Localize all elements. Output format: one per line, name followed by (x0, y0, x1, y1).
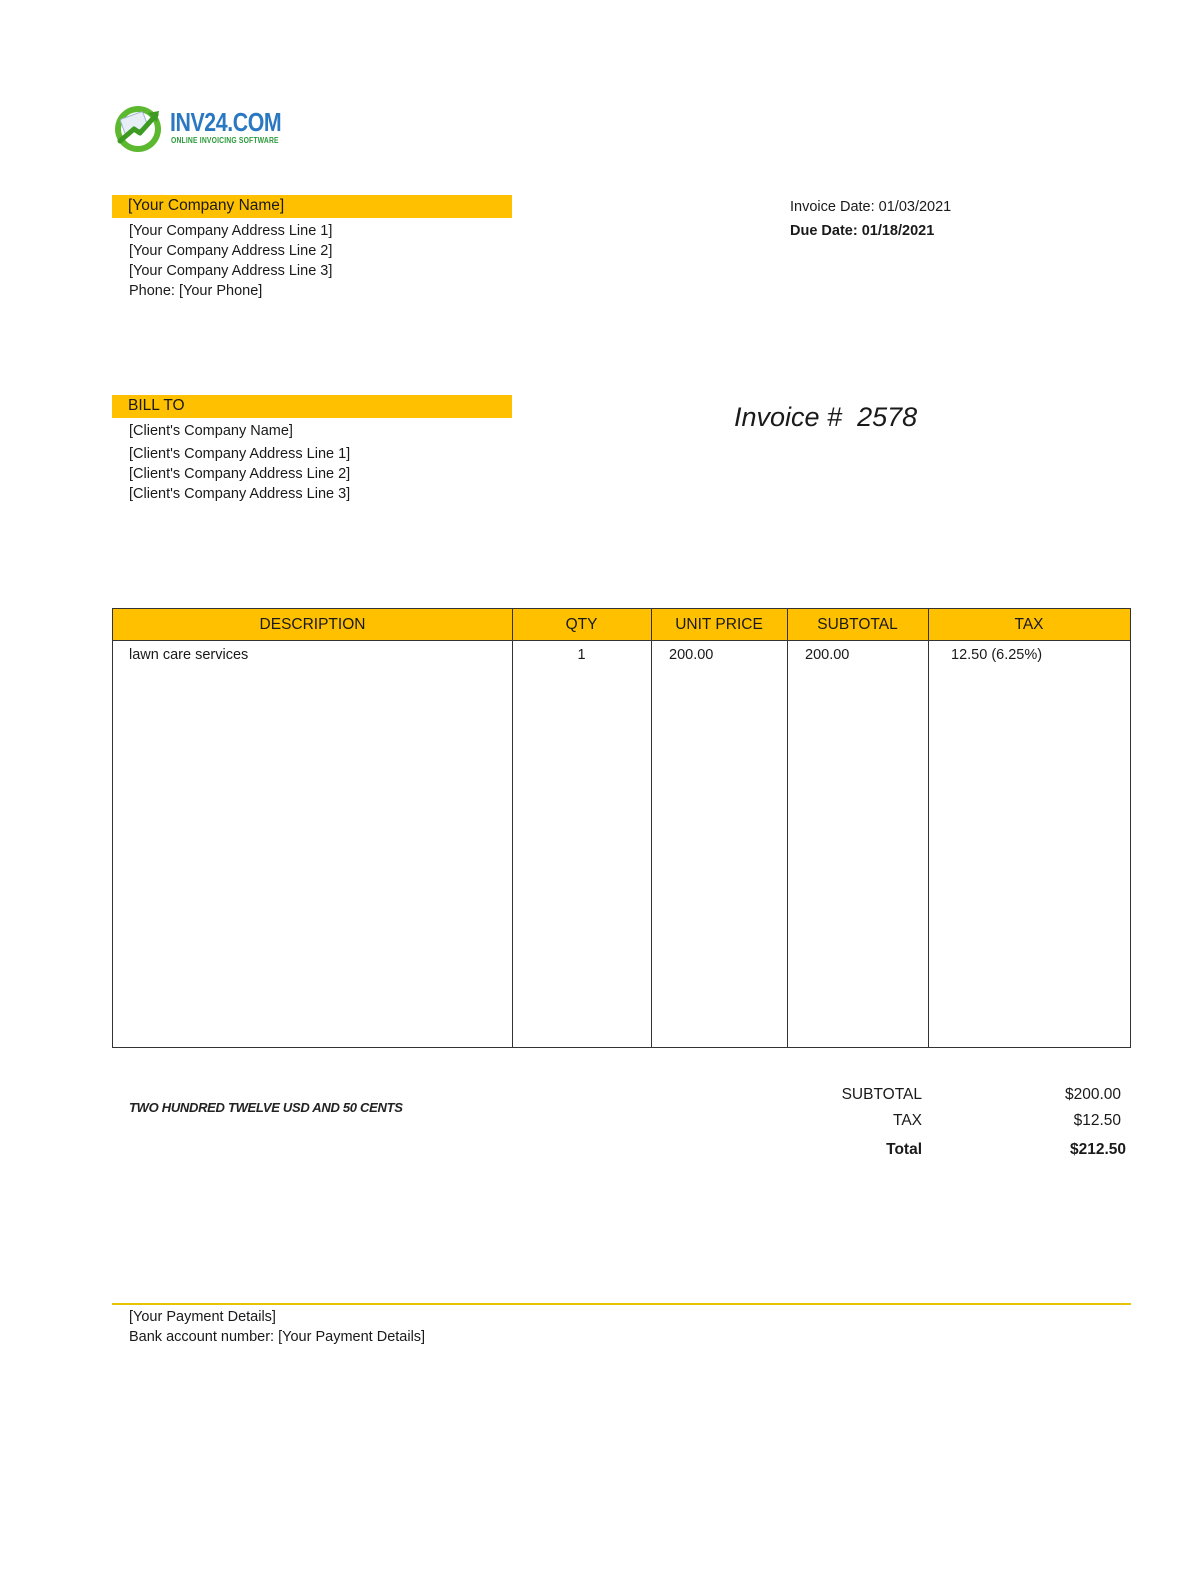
logo-wordmark: INV24.COM (170, 107, 282, 137)
tax-label: TAX (893, 1112, 922, 1129)
column-divider (512, 609, 513, 1047)
row-unit-price: 200.00 (669, 647, 714, 663)
total-label: Total (886, 1141, 922, 1158)
bill-to-band (112, 395, 512, 418)
column-divider (651, 609, 652, 1047)
logo-tagline: ONLINE INVOICING SOFTWARE (171, 136, 279, 145)
bill-to-heading: BILL TO (128, 397, 185, 414)
payment-details: [Your Payment Details] (129, 1309, 276, 1325)
header-unit-price: UNIT PRICE (675, 616, 763, 633)
company-name-band (112, 195, 512, 218)
header-description: DESCRIPTION (259, 616, 366, 633)
invoice-number: Invoice # 2578 (734, 402, 918, 432)
row-qty: 1 (577, 647, 586, 663)
company-address-line-1: [Your Company Address Line 1] (129, 223, 333, 239)
amount-in-words: TWO HUNDRED TWELVE USD AND 50 CENTS (129, 1100, 403, 1115)
header-subtotal: SUBTOTAL (817, 616, 898, 633)
company-logo (112, 103, 302, 153)
company-address-line-2: [Your Company Address Line 2] (129, 243, 333, 259)
subtotal-value: $200.00 (1064, 1086, 1121, 1103)
client-address-line-3: [Client's Company Address Line 3] (129, 486, 351, 502)
total-value: $212.50 (1069, 1141, 1126, 1158)
subtotal-label: SUBTOTAL (841, 1086, 922, 1103)
row-description: lawn care services (129, 647, 249, 663)
client-address-line-2: [Client's Company Address Line 2] (129, 466, 351, 482)
column-divider (928, 609, 929, 1047)
header-tax: TAX (1014, 616, 1044, 633)
logo-growth-icon (112, 103, 164, 153)
bank-account: Bank account number: [Your Payment Details] (129, 1329, 426, 1345)
line-items-table (112, 608, 1131, 1048)
due-date: Due Date: 01/18/2021 (790, 223, 935, 239)
tax-value: $12.50 (1073, 1112, 1121, 1129)
client-company-name: [Client's Company Name] (129, 423, 293, 439)
company-address-line-3: [Your Company Address Line 3] (129, 263, 333, 279)
header-qty: QTY (565, 616, 598, 633)
footer-divider (112, 1303, 1131, 1305)
row-subtotal: 200.00 (805, 647, 850, 663)
column-divider (787, 609, 788, 1047)
invoice-date: Invoice Date: 01/03/2021 (790, 199, 952, 215)
client-address-line-1: [Client's Company Address Line 1] (129, 446, 351, 462)
company-phone: Phone: [Your Phone] (129, 283, 263, 299)
row-tax: 12.50 (6.25%) (951, 647, 1043, 663)
company-name: [Your Company Name] (128, 197, 285, 214)
